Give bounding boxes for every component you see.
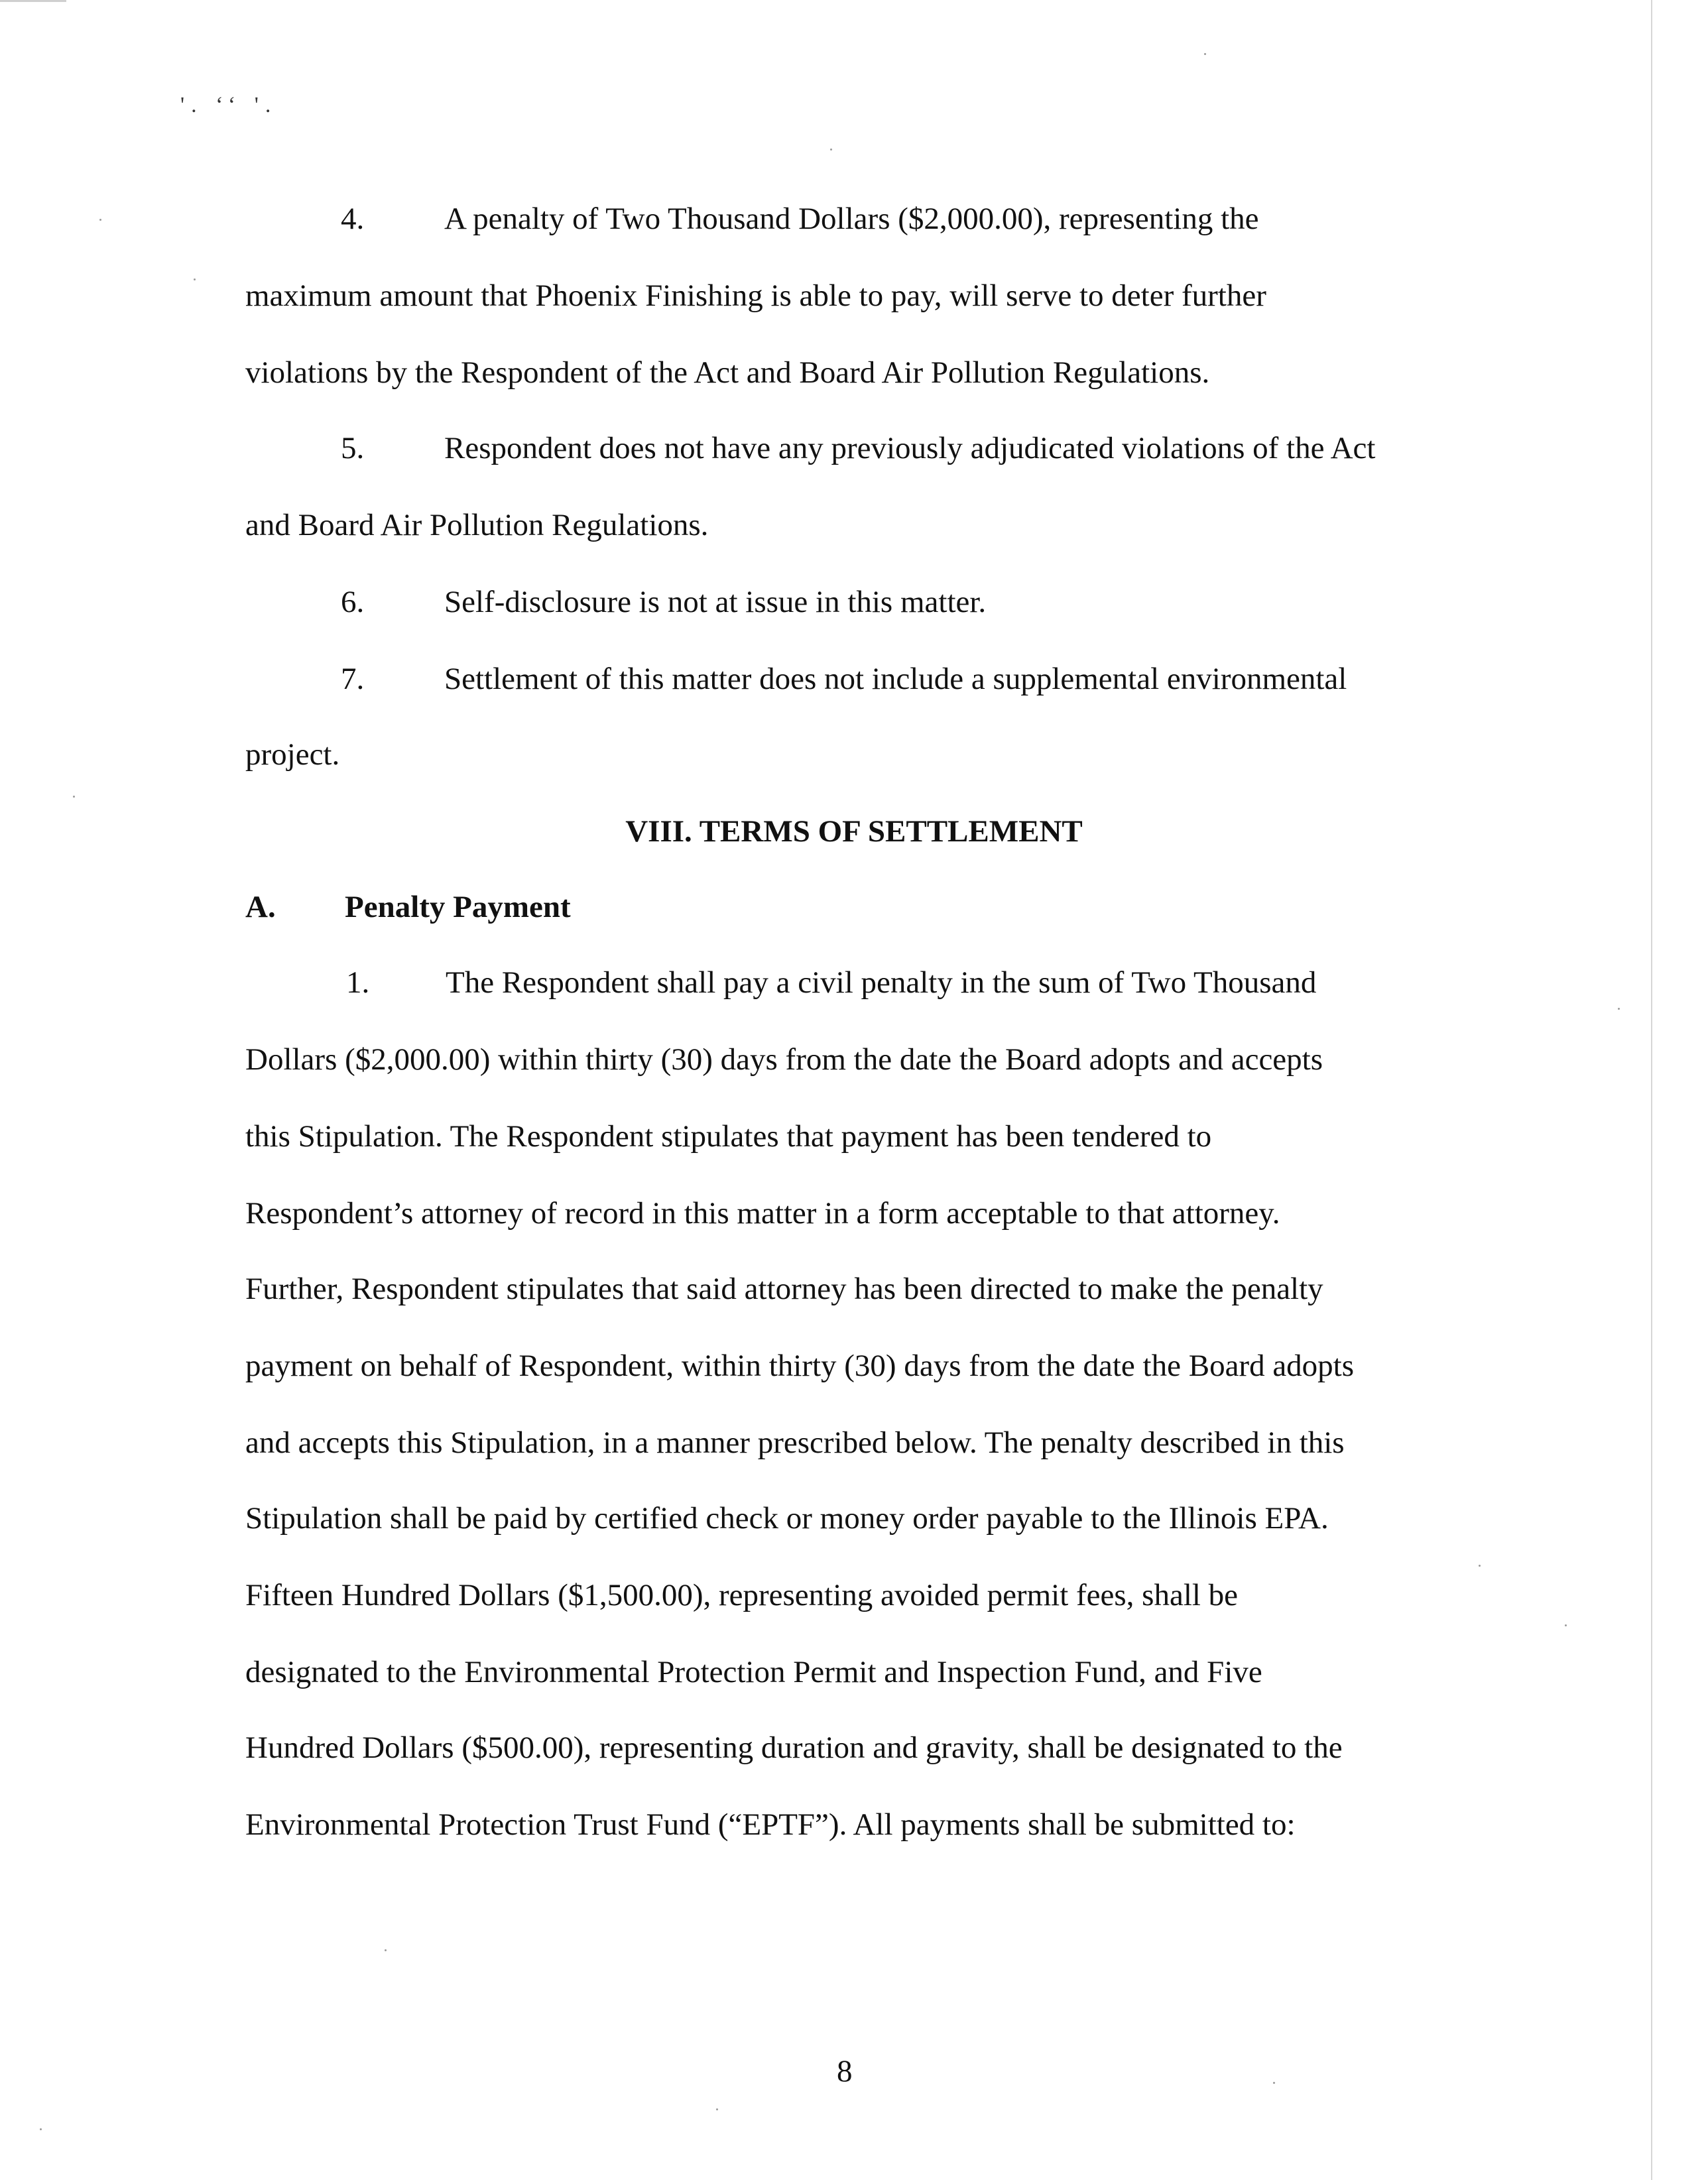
paragraph-4-line-1: A penalty of Two Thousand Dollars ($2,000.00), representing the (444, 202, 1259, 236)
scan-dust (1273, 2082, 1275, 2084)
scan-dust (99, 219, 101, 221)
payment-line-7: and accepts this Stipulation, in a manner prescribed below. The penalty described in this (245, 1425, 1345, 1460)
paragraph-5-line-1: Respondent does not have any previously adjudicated violations of the Act (444, 431, 1376, 465)
scan-dust (1618, 1008, 1620, 1010)
paragraph-4-line-3: violations by the Respondent of the Act and Board Air Pollution Regulations. (245, 355, 1210, 390)
payment-line-9: Fifteen Hundred Dollars ($1,500.00), representing avoided permit fees, shall be (245, 1578, 1239, 1612)
scan-edge-top (0, 0, 66, 2)
payment-paragraph-number: 1. (346, 965, 370, 1000)
scan-dust (385, 1949, 387, 1951)
scan-dust (73, 796, 75, 798)
page-number: 8 (837, 2054, 853, 2089)
paragraph-6-number: 6. (341, 585, 365, 619)
payment-line-12: Environmental Protection Trust Fund (“EPTF”). All payments shall be submitted to: (245, 1807, 1296, 1842)
scan-dust (1204, 53, 1206, 55)
paragraph-7-number: 7. (341, 662, 365, 696)
scan-dust (716, 2108, 718, 2110)
section-heading: VIII. TERMS OF SETTLEMENT (625, 814, 1083, 849)
paragraph-4-number: 4. (341, 202, 365, 236)
scan-specks: '. ‘‘ '. (180, 93, 278, 117)
scan-dust (194, 278, 196, 280)
payment-line-2: Dollars ($2,000.00) within thirty (30) days from the date the Board adopts and accepts (245, 1042, 1323, 1077)
paragraph-7-line-2: project. (245, 737, 340, 772)
payment-line-10: designated to the Environmental Protection Permit and Inspection Fund, and Five (245, 1655, 1262, 1689)
payment-line-6: payment on behalf of Respondent, within thirty (30) days from the date the Board adopts (245, 1349, 1355, 1383)
payment-line-8: Stipulation shall be paid by certified check or money order payable to the Illinois EPA. (245, 1501, 1329, 1536)
paragraph-5-line-2: and Board Air Pollution Regulations. (245, 508, 709, 542)
scan-dust (1479, 1565, 1481, 1567)
paragraph-7-line-1: Settlement of this matter does not include a supplemental environmental (444, 662, 1347, 696)
paragraph-6-line-1: Self-disclosure is not at issue in this matter. (444, 585, 987, 619)
scan-dust (830, 149, 832, 151)
payment-line-11: Hundred Dollars ($500.00), representing duration and gravity, shall be designated to the (245, 1730, 1343, 1765)
payment-line-4: Respondent’s attorney of record in this matter in a form acceptable to that attorney. (245, 1196, 1280, 1231)
subsection-letter: A. (245, 890, 276, 924)
paragraph-4-line-2: maximum amount that Phoenix Finishing is able to pay, will serve to deter further (245, 278, 1266, 313)
paragraph-5-number: 5. (341, 431, 365, 465)
payment-line-5: Further, Respondent stipulates that said attorney has been directed to make the penalty (245, 1272, 1323, 1306)
scan-edge-right (1651, 0, 1652, 2180)
scan-dust (40, 2128, 42, 2130)
subsection-title: Penalty Payment (345, 890, 571, 924)
payment-line-1: The Respondent shall pay a civil penalty in the sum of Two Thousand (446, 965, 1317, 1000)
payment-line-3: this Stipulation. The Respondent stipulates that payment has been tendered to (245, 1119, 1212, 1154)
scan-dust (1565, 1624, 1567, 1626)
